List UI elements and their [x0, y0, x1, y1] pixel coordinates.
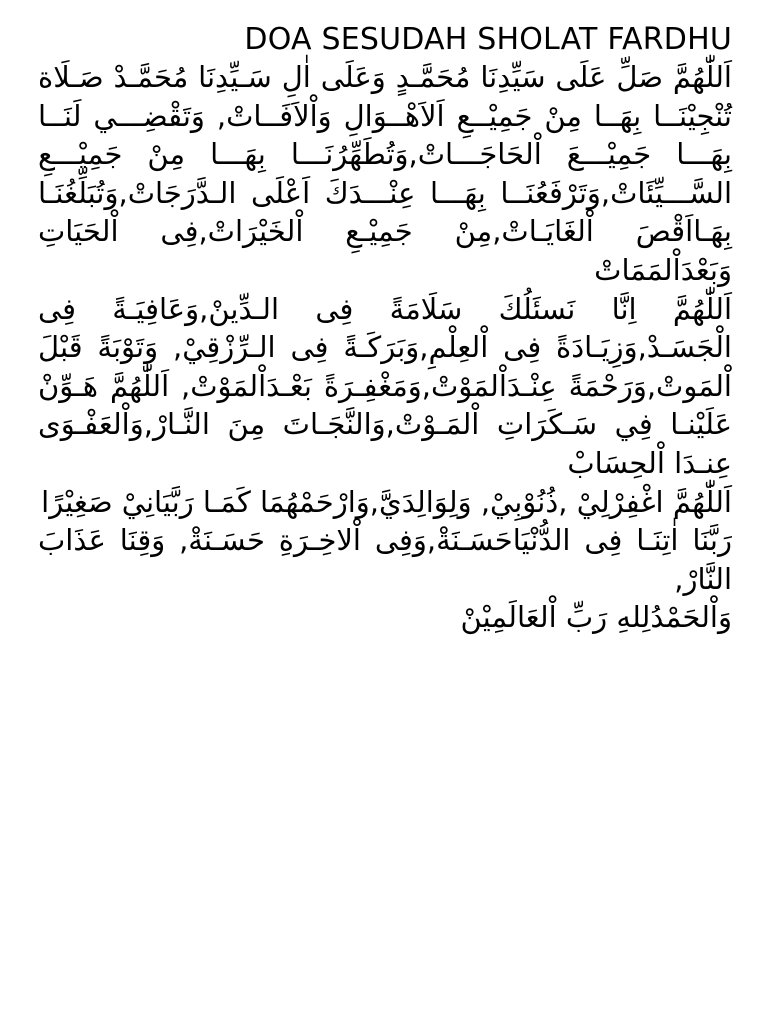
prayer-paragraph-3: اَللّٰهُمَّ اغْفِرْلِيْ ,ذُنُوْبِيْ, وَلِوَالِدَيَّ,وَارْحَمْهُمَا كَمَـا رَبَّيَانِيْ صَغِيْرًا	[41, 484, 732, 519]
prayer-body	[38, 58, 732, 637]
prayer-paragraph-5: وَاْلحَمْدُلِلهِ رَبِّ اْلعَالَمِيْنْ	[460, 600, 732, 635]
document-page	[38, 22, 732, 637]
prayer-paragraph-2: اَللّٰهُمَّ اِنَّا نَسئَلُكَ سَلَامَةً فِى الـدِّينْ,وَعَافِيَـةً فِى الْجَسَـدْ,وَزِيَـادَةً فِى اْلعِلْمِ,وَبَرَكَـةً فِى الـرِّزْقِيْ, وَتَوْبَةً قَبْلَ اْلمَوتْ,وَرَحْمَةً عِنْـدَاْلمَوْتْ,وَمَغْفِـرَةً بَعْـدَاْلمَوْتْ, اَللّٰهُمَّ هَـوِّنْ عَلَيْنـا فِي سَـكَرَاتِ اْلمَـوْتْ,وَالنَّجَـاتَ مِنَ النَّـارْ,وَاْلعَفْـوَى عِنـدَا اْلحِسَابْ	[38, 291, 732, 480]
prayer-paragraph-4: رَبَّنَا اٰتِنَـا فِى الدُّنْيَاحَسَـنَةْ,وَفِى اْلاخِـرَةِ حَسَـنَةْ, وَقِنَا عَذَابَ النَّارْ,	[38, 523, 732, 596]
document-title: DOA SESUDAH SHOLAT FARDHU	[244, 22, 732, 57]
prayer-paragraph-1: اَللّٰهُمَّ صَلِّ عَلَى سَيِّدِنَا مُحَمَّـدٍ وَعَلَى اٰلِ سَـيِّدِنَا مُحَمَّـدْ صَـلَاة تُنْجِيْنَــا بِهَــا مِنْ جَمِيْــعِ اَلاَهْــوَالِ وَاْلاَفَــاتْ, وَتَقْضِـــي لَنَــا بِهَـــا جَمِيْـــعَ اْلحَاجَـــاتْ,وَتُطَهِّرُنَـــا بِهَـــا مِنْ جَمِيْـــعِ السَّـــيِّئَاتْ,وَتَرْفَعُنَــا بِهَـــا عِنْـــدَكَ اَعْلَى الـدَّرَجَاتْ,وَتُبَلِّغُنَـا بِهَـااَقْصَ اْلغَايَـاتْ,مِنْ جَمِيْـعِ اْلخَيْرَاتْ,فِى اْلحَيَاتِ وَبَعْدَاْلمَمَاتْ	[38, 60, 732, 287]
